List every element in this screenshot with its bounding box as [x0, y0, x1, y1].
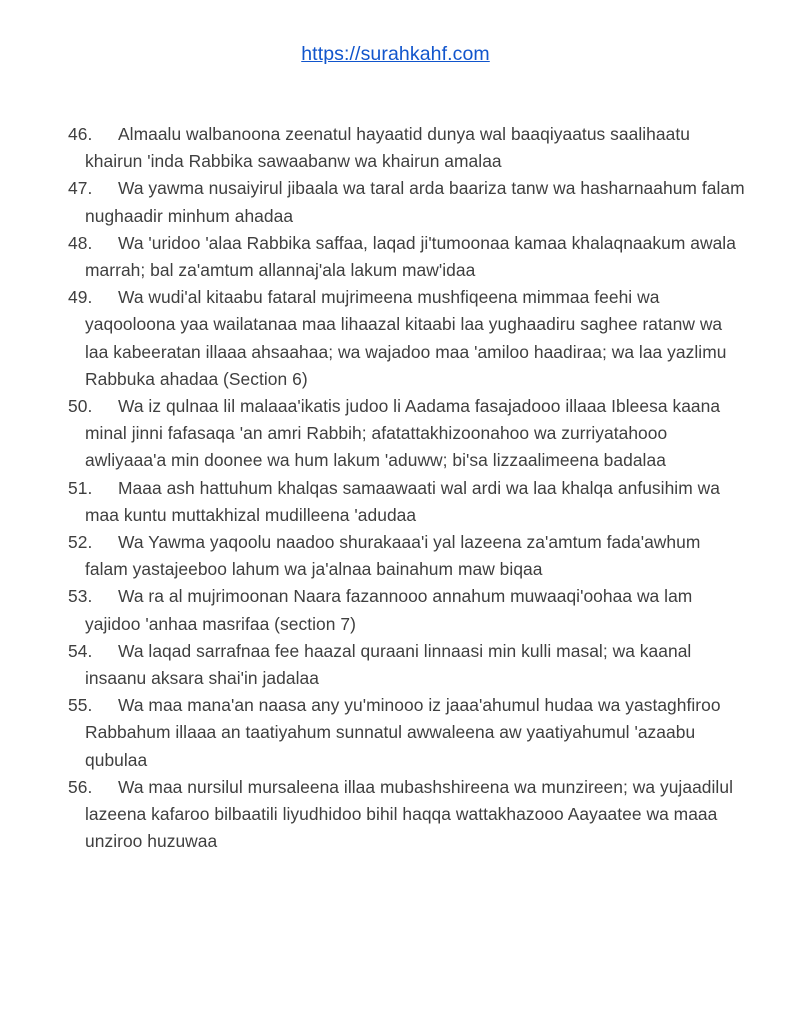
verse-item: [68, 475, 747, 529]
verse-number: 54.: [68, 640, 93, 661]
verse-item: [68, 393, 747, 475]
verse-item: [68, 121, 747, 175]
verse-list: [68, 121, 747, 855]
verse-text: Wa wudi'al kitaabu fataral mujrimeena mushfiqeena mimmaa feehi wa yaqooloona yaa wailatanaa maa lihaazal kitaabi laa yughaadiru saghee ratanw wa laa kabeeratan illaaa ahsaahaa; wa wajadoo maa 'amiloo haadiraa; wa laa yazlimu Rabbuka ahadaa (Section 6): [85, 287, 727, 389]
verse-item: [68, 638, 747, 692]
verse-number: 48.: [68, 232, 93, 253]
verse-item: [68, 774, 747, 856]
verse-number: 47.: [68, 178, 93, 199]
verse-number: 46.: [68, 124, 93, 144]
verse-text: Wa 'uridoo 'alaa Rabbika saffaa, laqad ji'tumoonaa kamaa khalaqnaakum awala marrah; bal za'amtum allannaj'ala lakum maw'idaa: [85, 232, 736, 281]
verse-item: [68, 583, 747, 637]
document-body: [0, 121, 791, 855]
verse-number: 51.: [68, 477, 93, 498]
verse-text: Wa iz qulnaa lil malaaa'ikatis judoo li Aadama fasajadooo illaaa Ibleesa kaana minal jinni fafasaqa 'an amri Rabbih; afatattakhizoonahoo wa zurriyatahooo awliyaaa'a min doonee wa hum lakum 'aduww; bi'sa lizzaalimeena badalaa: [85, 396, 721, 471]
verse-text: Wa maa mana'an naasa any yu'minooo iz jaaa'ahumul hudaa wa yastaghfiroo Rabbahum illaaa an taatiyahum sunnatul awwaleena aw yaatiyahumul 'azaabu qubulaa: [85, 695, 721, 770]
verse-text: Wa ra al mujrimoonan Naara fazannooo annahum muwaaqi'oohaa wa lam yajidoo 'anhaa masrifaa (section 7): [85, 586, 693, 634]
verse-text: Almaalu walbanoona zeenatul hayaatid dunya wal baaqiyaatus saalihaatu khairun 'inda Rabbika sawaabanw wa khairun amalaa: [85, 124, 690, 172]
verse-text: Wa yawma nusaiyirul jibaala wa taral arda baariza tanw wa hasharnaahum falam nughaadir minhum ahadaa: [85, 178, 745, 226]
verse-number: 56.: [68, 776, 93, 797]
verse-item: [68, 284, 747, 393]
page-header: [0, 0, 791, 73]
verse-item: [68, 692, 747, 774]
verse-number: 52.: [68, 532, 93, 553]
verse-number: 49.: [68, 287, 93, 308]
verse-text: Wa Yawma yaqoolu naadoo shurakaaa'i yal lazeena za'amtum fada'awhum falam yastajeeboo lahum wa ja'alnaa bainahum maw biqaa: [85, 532, 701, 580]
verse-number: 50.: [68, 396, 93, 417]
site-url-link[interactable]: https://surahkahf.com: [301, 43, 490, 65]
verse-item: [68, 529, 747, 583]
verse-number: 53.: [68, 586, 93, 607]
verse-text: Wa laqad sarrafnaa fee haazal quraani linnaasi min kulli masal; wa kaanal insaanu aksara shai'in jadalaa: [85, 640, 692, 689]
verse-item: [68, 175, 747, 229]
verse-number: 55.: [68, 695, 93, 716]
verse-item: [68, 230, 747, 284]
verse-text: Wa maa nursilul mursaleena illaa mubashshireena wa munzireen; wa yujaadilul lazeena kafaroo bilbaatili liyudhidoo bihil haqqa wattakhazooo Aayaatee wa maaa unziroo huzuwaa: [85, 776, 733, 852]
verse-text: Maaa ash hattuhum khalqas samaawaati wal ardi wa laa khalqa anfusihim wa maa kuntu muttakhizal mudilleena 'adudaa: [85, 477, 720, 525]
